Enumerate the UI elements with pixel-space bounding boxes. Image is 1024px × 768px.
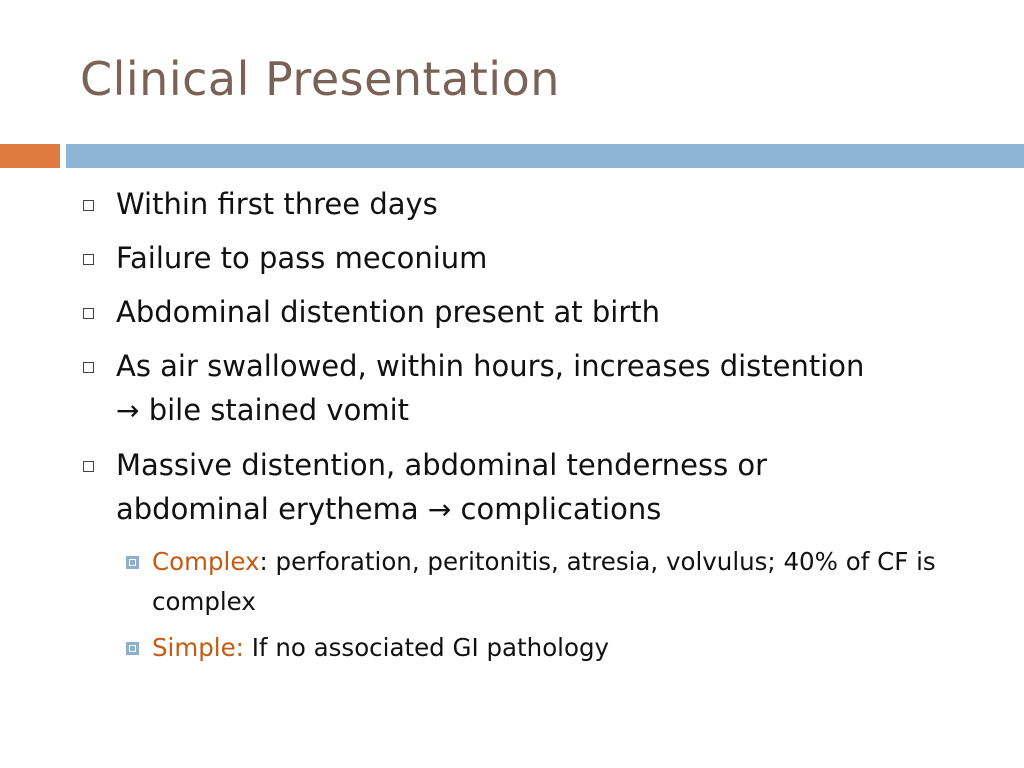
slide-title: Clinical Presentation [80, 52, 560, 106]
sub-bullet-term: Complex [152, 547, 260, 576]
bullet-item [80, 443, 980, 532]
hollow-square-bullet-icon [83, 461, 94, 472]
bullet-text-line: Massive distention, abdominal tenderness or [116, 448, 768, 482]
bullet-text-line: As air swallowed, within hours, increases distention [116, 349, 865, 383]
sub-bullet-item [116, 542, 980, 622]
sub-bullet-item [116, 628, 980, 668]
sub-bullet-term: Simple: [152, 633, 244, 662]
hollow-square-bullet-icon [83, 362, 94, 373]
bullet-text-line: bile stained vomit [148, 393, 410, 427]
right-arrow-icon: → [427, 493, 452, 526]
hollow-square-bullet-icon [83, 200, 94, 211]
title-rule [66, 144, 1024, 168]
bullet-item [80, 290, 980, 334]
bullet-item [80, 344, 980, 433]
bullet-text: Abdominal distention present at birth [116, 295, 661, 329]
bullet-text: Within first three days [116, 187, 438, 221]
bullet-list [80, 182, 980, 674]
hollow-square-bullet-icon [83, 254, 94, 265]
sub-bullet-text: : perforation, peritonitis, atresia, volvulus; 40% of CF is complex [152, 547, 936, 616]
title-rule-accent [0, 144, 60, 168]
sub-bullet-text: If no associated GI pathology [243, 633, 610, 662]
bullet-text-line: abdominal erythema [116, 492, 419, 526]
bullet-text: Failure to pass meconium [116, 241, 488, 275]
bullet-text-line: complications [460, 492, 662, 526]
right-arrow-icon: → [116, 394, 140, 427]
filled-square-bullet-icon [126, 642, 139, 655]
bullet-item [80, 182, 980, 226]
bullet-item [80, 236, 980, 280]
filled-square-bullet-icon [126, 556, 139, 569]
hollow-square-bullet-icon [83, 308, 94, 319]
